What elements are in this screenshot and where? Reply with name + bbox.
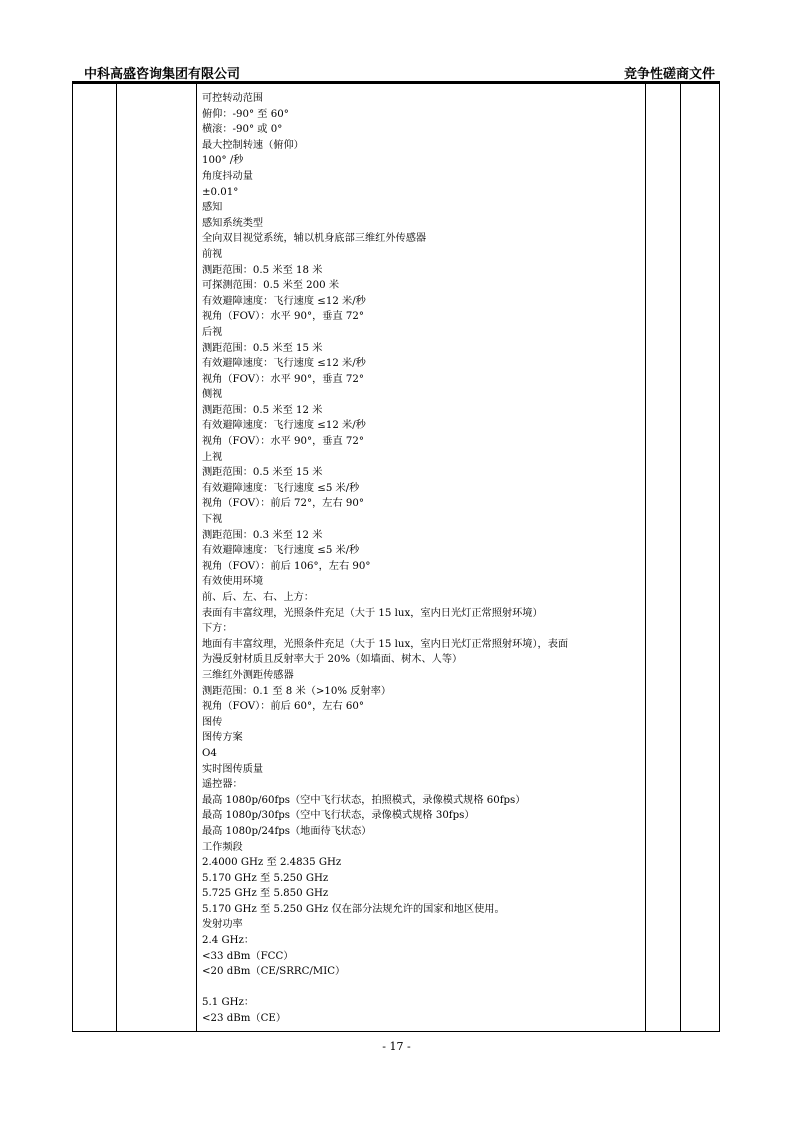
spec-line: 测距范围：0.1 至 8 米（>10% 反射率） bbox=[202, 685, 392, 697]
spec-line: 最大控制转速（俯仰） bbox=[202, 139, 304, 151]
spec-line: 视角（FOV）：水平 90°，垂直 72° bbox=[202, 373, 364, 385]
spec-line: 图传 bbox=[202, 716, 223, 728]
spec-line: 有效使用环境 bbox=[202, 576, 264, 588]
spec-line: 测距范围：0.5 米至 15 米 bbox=[202, 467, 323, 479]
company-name: 中科高盛咨询集团有限公司 bbox=[84, 67, 241, 82]
spec-line: 视角（FOV）：水平 90°，垂直 72° bbox=[202, 311, 364, 323]
spec-line: 后视 bbox=[202, 326, 223, 338]
spec-line: 2.4 GHz： bbox=[202, 935, 255, 947]
spec-line: 视角（FOV）：水平 90°，垂直 72° bbox=[202, 436, 364, 448]
table-column-divider bbox=[680, 83, 681, 1032]
spec-line: 可控转动范围 bbox=[202, 93, 264, 104]
spec-line: 工作频段 bbox=[202, 841, 243, 853]
spec-line: 有效避障速度：飞行速度 ≤5 米/秒 bbox=[202, 545, 360, 557]
spec-line: 三维红外测距传感器 bbox=[202, 669, 294, 681]
spec-line: 实时图传质量 bbox=[202, 763, 264, 775]
spec-line: 视角（FOV）：前后 60°，左右 60° bbox=[202, 701, 364, 713]
spec-line: 横滚：-90° 或 0° bbox=[202, 124, 283, 136]
spec-line: 下视 bbox=[202, 514, 223, 526]
spec-line: 可探测范围：0.5 米至 200 米 bbox=[202, 280, 340, 292]
spec-line: 为漫反射材质且反射率大于 20%（如墙面、树木、人等） bbox=[202, 654, 463, 666]
spec-line: 最高 1080p/30fps（空中飞行状态，录像模式规格 30fps） bbox=[202, 810, 475, 822]
spec-line: 俯仰：-90° 至 60° bbox=[202, 108, 289, 120]
page-header bbox=[72, 61, 720, 83]
spec-line: 图传方案 bbox=[202, 732, 243, 744]
spec-line: 测距范围：0.5 米至 15 米 bbox=[202, 342, 323, 354]
spec-line: 前、后、左、右、上方： bbox=[202, 592, 315, 603]
spec-line: 前视 bbox=[202, 248, 223, 260]
spec-line: 发射功率 bbox=[202, 919, 243, 931]
spec-line: 表面有丰富纹理，光照条件充足（大于 15 lux，室内日光灯正常照射环境） bbox=[202, 607, 543, 619]
spec-line: 5.1 GHz： bbox=[202, 997, 255, 1009]
spec-line: 有效避障速度：飞行速度 ≤12 米/秒 bbox=[202, 420, 366, 432]
spec-line: O4 bbox=[202, 747, 217, 759]
spec-line: 有效避障速度：飞行速度 ≤12 米/秒 bbox=[202, 295, 366, 307]
spec-line: 5.725 GHz 至 5.850 GHz bbox=[202, 888, 329, 900]
spec-line: 测距范围：0.5 米至 18 米 bbox=[202, 264, 323, 276]
table-column-divider bbox=[116, 83, 117, 1032]
spec-line: 最高 1080p/24fps（地面待飞状态） bbox=[202, 825, 372, 837]
spec-line: <23 dBm（CE） bbox=[202, 1013, 287, 1025]
spec-line: 最高 1080p/60fps（空中飞行状态，拍照模式，录像模式规格 60fps） bbox=[202, 794, 526, 806]
spec-line: 遥控器： bbox=[202, 779, 243, 791]
spec-line: <20 dBm（CE/SRRC/MIC） bbox=[202, 966, 346, 978]
spec-line: 角度抖动量 bbox=[202, 170, 253, 182]
spec-line bbox=[202, 980, 642, 996]
spec-line: 视角（FOV）：前后 72°，左右 90° bbox=[202, 498, 364, 510]
spec-line: 视角（FOV）：前后 106°，左右 90° bbox=[202, 560, 371, 572]
spec-line: 2.4000 GHz 至 2.4835 GHz bbox=[202, 857, 342, 869]
spec-line: 有效避障速度：飞行速度 ≤12 米/秒 bbox=[202, 358, 366, 370]
spec-line: 100° /秒 bbox=[202, 155, 244, 167]
spec-line: 下方： bbox=[202, 623, 233, 635]
spec-line: 上视 bbox=[202, 451, 223, 463]
page-number: - 17 - bbox=[382, 1040, 411, 1053]
spec-line: 感知系统类型 bbox=[202, 217, 264, 229]
document-type: 竞争性磋商文件 bbox=[623, 67, 715, 82]
spec-line: 5.170 GHz 至 5.250 GHz 仅在部分法规允许的国家和地区使用。 bbox=[202, 903, 505, 915]
spec-line: 侧视 bbox=[202, 389, 223, 401]
spec-line: 测距范围：0.3 米至 12 米 bbox=[202, 529, 323, 541]
spec-line: ±0.01° bbox=[202, 186, 239, 198]
spec-line: <33 dBm（FCC） bbox=[202, 950, 294, 962]
spec-line: 感知 bbox=[202, 202, 223, 214]
spec-content-cell bbox=[202, 91, 642, 1027]
table-column-divider bbox=[645, 83, 646, 1032]
spec-line: 地面有丰富纹理，光照条件充足（大于 15 lux，室内日光灯正常照射环境），表面 bbox=[202, 638, 569, 650]
spec-line: 有效避障速度：飞行速度 ≤5 米/秒 bbox=[202, 482, 360, 494]
table-column-divider bbox=[196, 83, 197, 1032]
spec-line: 5.170 GHz 至 5.250 GHz bbox=[202, 872, 329, 884]
spec-line: 全向双目视觉系统，辅以机身底部三维红外传感器 bbox=[202, 233, 427, 245]
spec-line: 测距范围：0.5 米至 12 米 bbox=[202, 404, 323, 416]
